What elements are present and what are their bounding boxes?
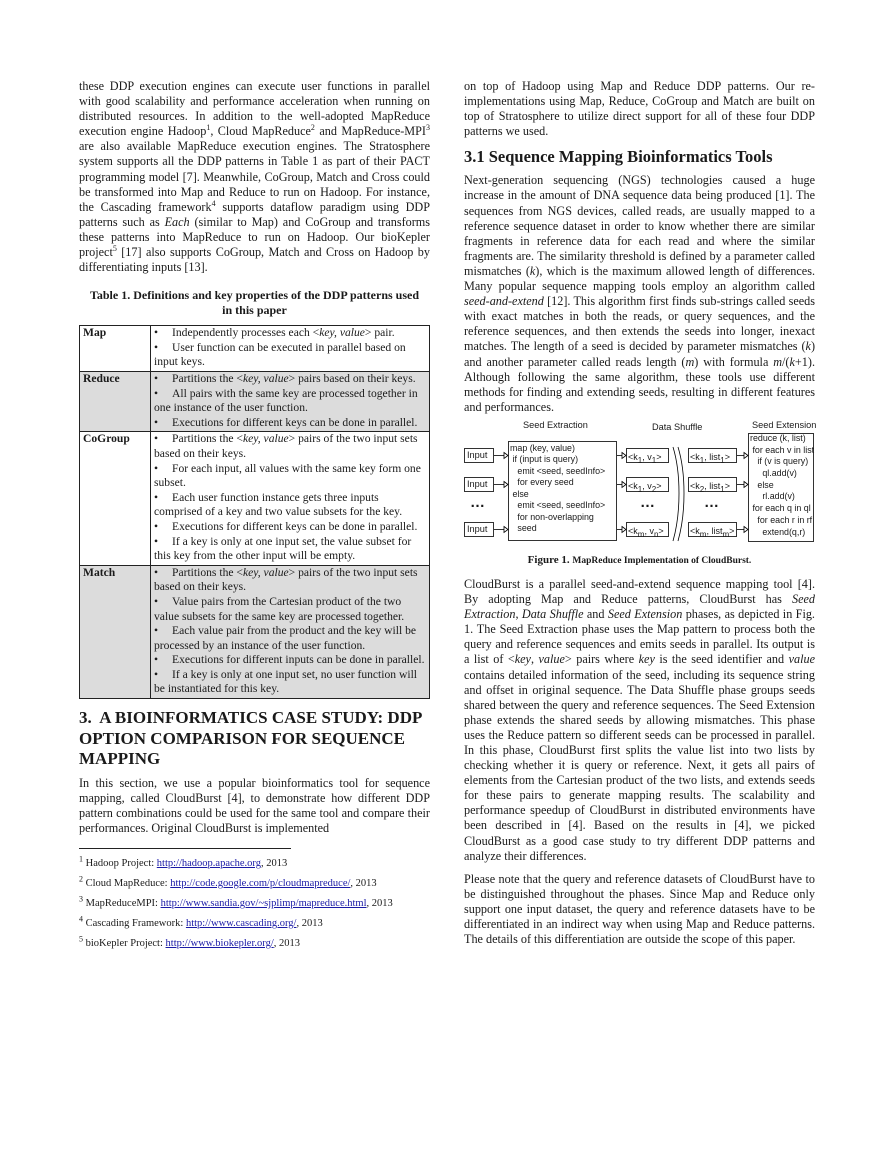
table-caption: Table 1. Definitions and key properties of the DDP patterns used in this paper xyxy=(89,288,420,318)
reduce-code: reduce (k, list) for each v in list if (v is query) ql.add(v) else rl.add(v) for each q in ql for each r in rf extend(q,r) xyxy=(750,432,815,537)
pattern-properties xyxy=(151,432,430,565)
table-row-map xyxy=(80,326,430,372)
phase-seed-extension-label: Seed Extension xyxy=(752,419,817,430)
property-item: • Partitions the <key, value> pairs of the two input sets based on their keys. xyxy=(154,432,418,460)
ddp-patterns-table xyxy=(79,325,430,699)
pattern-name: Map xyxy=(80,326,151,372)
footnote-link[interactable]: http://hadoop.apache.org xyxy=(156,857,261,869)
top-paragraph: on top of Hadoop using Map and Reduce DDP patterns. Our re-implementations using Map, Reduce, CoGroup and Match are built on top of Stratosphere to utilize direct support for all of these four DDP patterns we used. xyxy=(464,79,815,139)
kv-k1-v1: $<k_1$, $v_1>$ xyxy=(628,451,662,465)
pattern-properties xyxy=(151,565,430,698)
footnote-5: $^5$ bioKepler Project: http://www.biokepler.org/, 2013 xyxy=(79,934,300,949)
property-item: • Executions for different keys can be done in parallel. xyxy=(154,519,418,533)
map-code: map (key, value) if (input is query) emit <seed, seedInfo> for every seed else emit <seed, seedInfo> for non-overlapping seed xyxy=(510,442,606,534)
right-column xyxy=(464,79,815,947)
phase-seed-extraction-label: Seed Extraction xyxy=(523,419,588,430)
phase-data-shuffle-label: Data Shuffle xyxy=(652,421,703,432)
footnote-2: $^2$ Cloud MapReduce: http://code.google.com/p/cloudmapreduce/, 2013 xyxy=(79,874,377,889)
footnotes xyxy=(79,854,430,950)
cloudburst-paragraph: CloudBurst is a parallel seed-and-extend sequence mapping tool [4]. By adopting Map and Reduce patterns, CloudBurst has Seed Extraction, Data Shuffle and Seed Extension phases, as depicted in Fig. 1. The Seed Extraction phase uses the Map pattern to process both the query and reference sequences and emits seeds in parallel. Its output is a list of <key, value> pairs where key is the seed identifier and value contains detailed information of the seed, including its sequence string and offset in original sequence. The Data Shuffle phase groups seeds shared between the query and reference sequences. The Seed Extension phase extends the shared seeds by allowing mismatches. This phase uses the Reduce pattern so different seeds can be processed in parallel. In this phase, CloudBurst first splits the value list into two lists by checking whether it is query or reference. Next, it gets all pairs of elements from the Cartesian product of the two lists, and extends seeds for these pairs to generate mapping results. The scalability and performance speedup of CloudBurst in distributed environments have been described in [4]. Based on the results in [4], we picked CloudBurst as a good case study to try different DDP patterns and analyze their differences. xyxy=(464,576,815,863)
property-item: • Executions for different keys can be done in parallel. xyxy=(154,415,418,429)
subsection-heading: 3.1 Sequence Mapping Bioinformatics Tools xyxy=(464,147,773,167)
property-item: • Each value pair from the product and the key will be processed by an instance of the user function. xyxy=(154,624,417,652)
kv-ellipsis-left: … xyxy=(640,493,655,511)
footnote-link[interactable]: http://www.biokepler.org/ xyxy=(165,937,274,949)
property-item: • Each user function instance gets three inputs comprised of a key and two value subsets for the key. xyxy=(154,490,403,519)
ngs-paragraph: Next-generation sequencing (NGS) technologies caused a huge increase in the amount of DNA sequence data being produced [1]. The sequences from NGS devices, called reads, are usually mapped to a reference sequence dataset in order to know whether there are similar fragments in reference data for each read and where the similar fragments are. The similarity threshold is defined by a parameter called mismatches (k), which is the maximum allowed length of differences. Many popular sequence mapping tools employ an algorithm called seed-and-extend [12]. This algorithm first finds sub-strings called seeds with exact matches in both the reads, or query sequences, and the reference sequences, and then extends the seeds into longer, inexact matches. The length of a seed is decided by parameter mismatches (k) and another parameter called reads length (m) with formula m/(k+1). Although following the same algorithm, these tools use different methods for finding and extending seeds, resulting in different features and performances. xyxy=(464,173,815,414)
footnote-link[interactable]: http://code.google.com/p/cloudmapreduce/ xyxy=(170,877,351,889)
property-item: • All pairs with the same key are processed together in one instance of the user function. xyxy=(154,386,418,415)
kv-km-listm: $<k_m$, list$_m$> xyxy=(690,525,735,539)
property-item: • If a key is only at one input set, no user function will be instantiated for this key. xyxy=(154,667,418,696)
left-column xyxy=(79,79,430,957)
figure-1 xyxy=(464,419,817,545)
kv-km-vn: $<k_m$, $v_n>$ xyxy=(628,525,664,539)
shuffle-curve-left xyxy=(673,447,679,541)
input-label-1: Input xyxy=(467,449,488,460)
property-item: • Independently processes each <key, value> pair. xyxy=(154,326,395,340)
pattern-name: CoGroup xyxy=(80,432,151,565)
pattern-properties xyxy=(151,326,430,372)
pattern-name: Match xyxy=(80,565,151,698)
property-item: • User function can be executed in parallel based on input keys. xyxy=(154,340,406,369)
input-label-3: Input xyxy=(467,523,488,534)
footnote-4: $^4$ Cascading Framework: http://www.cascading.org/, 2013 xyxy=(79,914,323,929)
footnote-rule xyxy=(79,848,291,849)
property-item: • Executions for different inputs can be done in parallel. xyxy=(154,653,425,667)
section-heading: 3. A BIOINFORMATICS CASE STUDY: DDP OPTION COMPARISON FOR SEQUENCE MAPPING xyxy=(79,708,422,769)
figure-caption-label: Figure 1. xyxy=(527,553,570,566)
kv-k1-v2: $<k_1$, $v_2>$ xyxy=(628,480,662,494)
table-row-match xyxy=(80,565,430,698)
footnote-1: $^1$ Hadoop Project: http://hadoop.apache.org, 2013 xyxy=(79,854,288,869)
table-row-cogroup xyxy=(80,432,430,565)
figure-caption-text: MapReduce Implementation of CloudBurst. xyxy=(572,555,752,566)
property-item: • For each input, all values with the same key form one subset. xyxy=(154,461,421,490)
figure-caption xyxy=(464,553,815,569)
kv-ellipsis-right: … xyxy=(704,493,719,511)
property-item: • If a key is only at one input set, the value subset for this key from the other input will be empty. xyxy=(154,534,412,563)
pattern-properties xyxy=(151,372,430,432)
input-ellipsis: … xyxy=(470,493,485,511)
property-item: • Value pairs from the Cartesian product of the two value subsets for the same key are processed together. xyxy=(154,594,405,623)
property-item: • Partitions the <key, value> pairs based on their keys. xyxy=(154,372,416,385)
footnote-3: $^3$ MapReduceMPI: http://www.sandia.gov/~sjplimp/mapreduce.html, 2013 xyxy=(79,894,393,909)
input-label-2: Input xyxy=(467,478,488,489)
intro-paragraph: these DDP execution engines can execute user functions in parallel with good scalability and performance acceleration when running on distributed resources. In addition to the well-adopted MapReduce execution engine Hadoop$^1$, Cloud MapReduce$^2$ and MapReduce-MPI$^3$ are also available MapReduce execution engines. The Stratosphere system supports all the DDP patterns in Table 1 as part of their PACT programming model [7]. Meanwhile, CoGroup, Match and Cross could be transformed into Map and Reduce to run on Hadoop. For instance, the Cascading framework$^4$ supports dataflow paradigm using DDP patterns such as Each (similar to Map) and CoGroup and transforms these patterns into MapReduce to run on Hadoop. Our bioKepler project$^5$ [17] also supports CoGroup, Match and Cross on Hadoop by differentiating inputs [13]. xyxy=(79,79,431,275)
kv-k1-list1: $<k_1$, list$_1$> xyxy=(690,451,730,465)
kv-k2-list1: $<k_2$, list$_1$> xyxy=(690,480,730,494)
note-paragraph: Please note that the query and reference datasets of CloudBurst have to be distinguished throughout the phases. Since Map and Reduce only support one input dataset, the query and reference datasets have to be differentiated in an indirect way when using Map and Reduce patterns. The details of this differentiation are outside the scope of this paper. xyxy=(464,871,815,947)
property-item: • Partitions the <key, value> pairs of the two input sets based on their keys. xyxy=(154,565,418,594)
table-row-reduce xyxy=(80,372,430,432)
footnote-link[interactable]: http://www.sandia.gov/~sjplimp/mapreduce.html xyxy=(160,897,367,909)
footnote-link[interactable]: http://www.cascading.org/ xyxy=(185,917,297,929)
section-paragraph: In this section, we use a popular bioinformatics tool for sequence mapping, called CloudBurst [4], to demonstrate how different DDP pattern combinations could be used for the same tool and compare their performances. Original CloudBurst is implemented xyxy=(79,775,430,835)
pattern-name: Reduce xyxy=(80,372,151,432)
